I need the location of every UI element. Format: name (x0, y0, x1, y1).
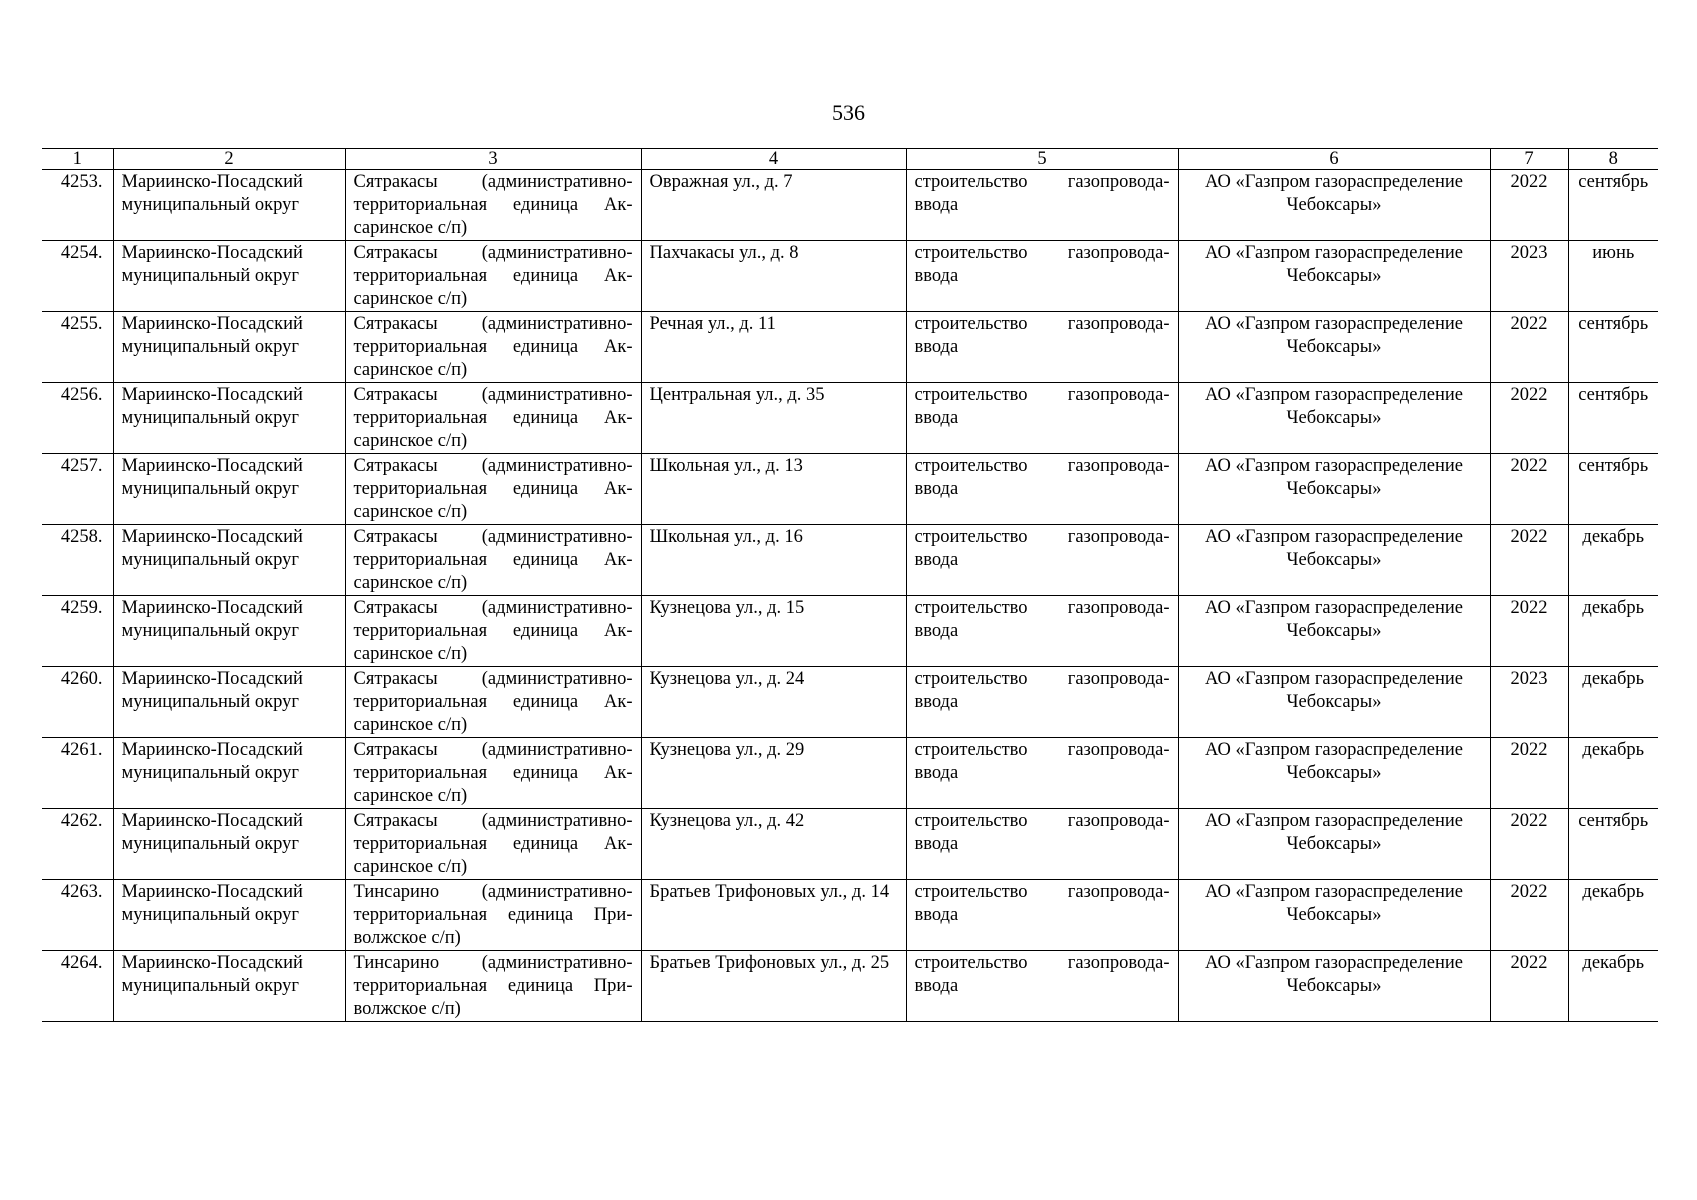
month-cell: сентябрь (1568, 454, 1658, 525)
table-row (42, 525, 1658, 596)
year-cell: 2022 (1490, 880, 1568, 951)
organization-cell: АО «Газпром газораспределение Чебоксары» (1178, 880, 1490, 951)
year-cell: 2023 (1490, 241, 1568, 312)
table-row (42, 951, 1658, 1022)
work-type-cell: строительство газопровода-ввода (906, 170, 1178, 241)
settlement-cell: Сятракасы (административно-территориальная единица Аксаринское с/п) (345, 241, 641, 312)
row-number: 4259. (42, 596, 113, 667)
settlement-cell: Сятракасы (административно-территориальная единица Аксаринское с/п) (345, 738, 641, 809)
district-cell: Мариинско-Посадский муниципальный округ (113, 951, 345, 1022)
table-row (42, 809, 1658, 880)
month-cell: июнь (1568, 241, 1658, 312)
address-cell: Школьная ул., д. 16 (641, 525, 906, 596)
settlement-cell: Тинсарино (административно-территориальная единица Приволжское с/п) (345, 951, 641, 1022)
district-cell: Мариинско-Посадский муниципальный округ (113, 738, 345, 809)
organization-cell: АО «Газпром газораспределение Чебоксары» (1178, 525, 1490, 596)
settlement-cell: Сятракасы (административно-территориальная единица Аксаринское с/п) (345, 383, 641, 454)
organization-cell: АО «Газпром газораспределение Чебоксары» (1178, 809, 1490, 880)
year-cell: 2022 (1490, 525, 1568, 596)
year-cell: 2023 (1490, 667, 1568, 738)
organization-cell: АО «Газпром газораспределение Чебоксары» (1178, 170, 1490, 241)
row-number: 4257. (42, 454, 113, 525)
work-type-cell: строительство газопровода-ввода (906, 596, 1178, 667)
work-type-cell: строительство газопровода-ввода (906, 312, 1178, 383)
row-number: 4254. (42, 241, 113, 312)
row-number: 4262. (42, 809, 113, 880)
column-header: 6 (1178, 149, 1490, 170)
table-row (42, 170, 1658, 241)
month-cell: декабрь (1568, 596, 1658, 667)
district-cell: Мариинско-Посадский муниципальный округ (113, 667, 345, 738)
address-cell: Братьев Трифоновых ул., д. 14 (641, 880, 906, 951)
month-cell: декабрь (1568, 951, 1658, 1022)
table-row (42, 454, 1658, 525)
month-cell: декабрь (1568, 880, 1658, 951)
settlement-cell: Сятракасы (административно-территориальная единица Аксаринское с/п) (345, 809, 641, 880)
organization-cell: АО «Газпром газораспределение Чебоксары» (1178, 383, 1490, 454)
table-row (42, 312, 1658, 383)
work-type-cell: строительство газопровода-ввода (906, 880, 1178, 951)
month-cell: декабрь (1568, 525, 1658, 596)
settlement-cell: Сятракасы (административно-территориальная единица Аксаринское с/п) (345, 170, 641, 241)
year-cell: 2022 (1490, 454, 1568, 525)
month-cell: сентябрь (1568, 383, 1658, 454)
month-cell: декабрь (1568, 738, 1658, 809)
district-cell: Мариинско-Посадский муниципальный округ (113, 454, 345, 525)
district-cell: Мариинско-Посадский муниципальный округ (113, 809, 345, 880)
column-header: 1 (42, 149, 113, 170)
table-row (42, 667, 1658, 738)
work-type-cell: строительство газопровода-ввода (906, 738, 1178, 809)
district-cell: Мариинско-Посадский муниципальный округ (113, 880, 345, 951)
district-cell: Мариинско-Посадский муниципальный округ (113, 312, 345, 383)
settlement-cell: Сятракасы (административно-территориальная единица Аксаринское с/п) (345, 596, 641, 667)
table-body (42, 170, 1658, 1022)
district-cell: Мариинско-Посадский муниципальный округ (113, 170, 345, 241)
table-row (42, 596, 1658, 667)
address-cell: Кузнецова ул., д. 29 (641, 738, 906, 809)
table-row (42, 738, 1658, 809)
column-header: 7 (1490, 149, 1568, 170)
row-number: 4258. (42, 525, 113, 596)
month-cell: сентябрь (1568, 809, 1658, 880)
year-cell: 2022 (1490, 312, 1568, 383)
data-table (42, 148, 1658, 1022)
row-number: 4255. (42, 312, 113, 383)
work-type-cell: строительство газопровода-ввода (906, 951, 1178, 1022)
month-cell: декабрь (1568, 667, 1658, 738)
settlement-cell: Сятракасы (административно-территориальная единица Аксаринское с/п) (345, 667, 641, 738)
column-header: 2 (113, 149, 345, 170)
settlement-cell: Сятракасы (административно-территориальная единица Аксаринское с/п) (345, 525, 641, 596)
header-row (42, 149, 1658, 170)
settlement-cell: Тинсарино (административно-территориальная единица Приволжское с/п) (345, 880, 641, 951)
month-cell: сентябрь (1568, 312, 1658, 383)
row-number: 4264. (42, 951, 113, 1022)
month-cell: сентябрь (1568, 170, 1658, 241)
row-number: 4253. (42, 170, 113, 241)
column-header: 3 (345, 149, 641, 170)
settlement-cell: Сятракасы (административно-территориальная единица Аксаринское с/п) (345, 454, 641, 525)
organization-cell: АО «Газпром газораспределение Чебоксары» (1178, 241, 1490, 312)
organization-cell: АО «Газпром газораспределение Чебоксары» (1178, 312, 1490, 383)
work-type-cell: строительство газопровода-ввода (906, 525, 1178, 596)
year-cell: 2022 (1490, 809, 1568, 880)
work-type-cell: строительство газопровода-ввода (906, 383, 1178, 454)
column-header: 8 (1568, 149, 1658, 170)
work-type-cell: строительство газопровода-ввода (906, 809, 1178, 880)
column-header: 5 (906, 149, 1178, 170)
address-cell: Школьная ул., д. 13 (641, 454, 906, 525)
address-cell: Центральная ул., д. 35 (641, 383, 906, 454)
table-row (42, 383, 1658, 454)
table-row (42, 880, 1658, 951)
organization-cell: АО «Газпром газораспределение Чебоксары» (1178, 596, 1490, 667)
work-type-cell: строительство газопровода-ввода (906, 454, 1178, 525)
year-cell: 2022 (1490, 170, 1568, 241)
address-cell: Овражная ул., д. 7 (641, 170, 906, 241)
district-cell: Мариинско-Посадский муниципальный округ (113, 383, 345, 454)
work-type-cell: строительство газопровода-ввода (906, 241, 1178, 312)
district-cell: Мариинско-Посадский муниципальный округ (113, 596, 345, 667)
address-cell: Братьев Трифоновых ул., д. 25 (641, 951, 906, 1022)
year-cell: 2022 (1490, 951, 1568, 1022)
address-cell: Кузнецова ул., д. 24 (641, 667, 906, 738)
address-cell: Пахчакасы ул., д. 8 (641, 241, 906, 312)
page-number: 536 (832, 100, 865, 125)
district-cell: Мариинско-Посадский муниципальный округ (113, 525, 345, 596)
organization-cell: АО «Газпром газораспределение Чебоксары» (1178, 738, 1490, 809)
organization-cell: АО «Газпром газораспределение Чебоксары» (1178, 667, 1490, 738)
organization-cell: АО «Газпром газораспределение Чебоксары» (1178, 951, 1490, 1022)
year-cell: 2022 (1490, 383, 1568, 454)
work-type-cell: строительство газопровода-ввода (906, 667, 1178, 738)
organization-cell: АО «Газпром газораспределение Чебоксары» (1178, 454, 1490, 525)
address-cell: Речная ул., д. 11 (641, 312, 906, 383)
year-cell: 2022 (1490, 738, 1568, 809)
row-number: 4256. (42, 383, 113, 454)
table-row (42, 241, 1658, 312)
district-cell: Мариинско-Посадский муниципальный округ (113, 241, 345, 312)
address-cell: Кузнецова ул., д. 15 (641, 596, 906, 667)
settlement-cell: Сятракасы (административно-территориальная единица Аксаринское с/п) (345, 312, 641, 383)
row-number: 4263. (42, 880, 113, 951)
year-cell: 2022 (1490, 596, 1568, 667)
row-number: 4260. (42, 667, 113, 738)
column-header: 4 (641, 149, 906, 170)
address-cell: Кузнецова ул., д. 42 (641, 809, 906, 880)
row-number: 4261. (42, 738, 113, 809)
